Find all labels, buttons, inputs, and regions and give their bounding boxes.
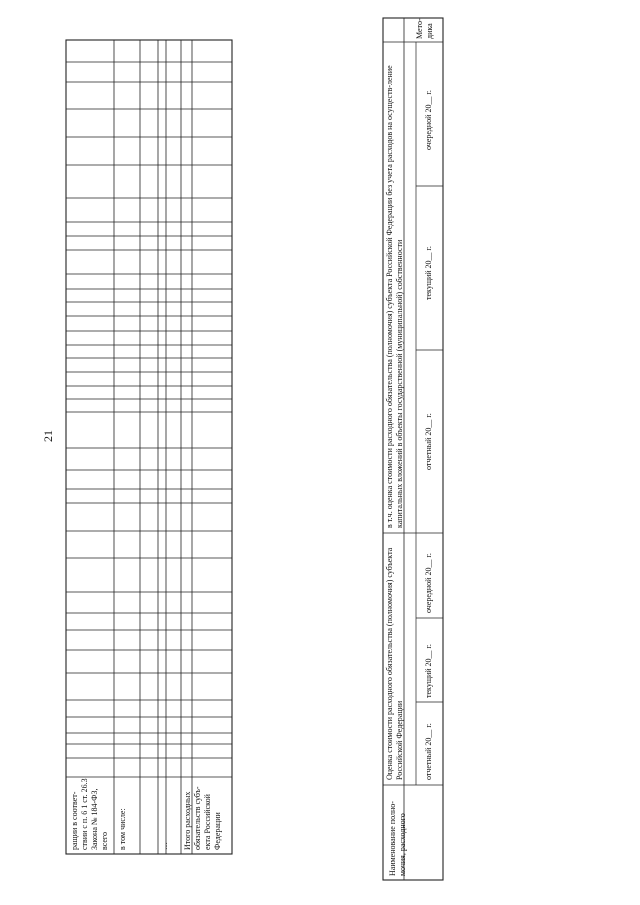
- left-row-label-grand-total: Итого расходных обязательств субъ-екта Российской Федерации: [183, 786, 222, 850]
- left-row-label-including: в том числе:: [118, 808, 127, 850]
- left-row-label-total-by-law: ращии в соответ-ствии с п. 6 1 ст. 26.3 Закона № 184-ФЗ, всего: [70, 778, 109, 850]
- left-row-label-ellipsis: …: [160, 842, 169, 850]
- header-name-of-authority: Наименование полно-мочия, расходного: [388, 801, 407, 876]
- header-cost-estimate-without-capital-group: в т.ч. оценка стоимости расходного обязательства (полномочия) субъекта Российской Федерации без учета расходов на осуществ-ление капитальных вложений в объекты государственной (муниципальной) собственности: [385, 65, 404, 528]
- header-g2-current-year: текущий 20__ г.: [424, 246, 433, 300]
- header-g1-current-year: текущий 20__ г.: [424, 644, 433, 698]
- header-methodology: Мето-дика: [415, 18, 434, 39]
- page-number: 21: [41, 430, 55, 442]
- header-g2-next-year: очередной 20__ г.: [424, 90, 433, 150]
- header-cost-estimate-group: Оценка стоимости расходного обязательства (полномочия) субъекта Российской Федерации: [385, 547, 404, 780]
- header-g1-reported-year: отчетный 20__ г.: [424, 723, 433, 780]
- header-g1-next-year: очередной 20__ г.: [424, 553, 433, 613]
- header-g2-reported-year: отчетный 20__ г.: [424, 413, 433, 470]
